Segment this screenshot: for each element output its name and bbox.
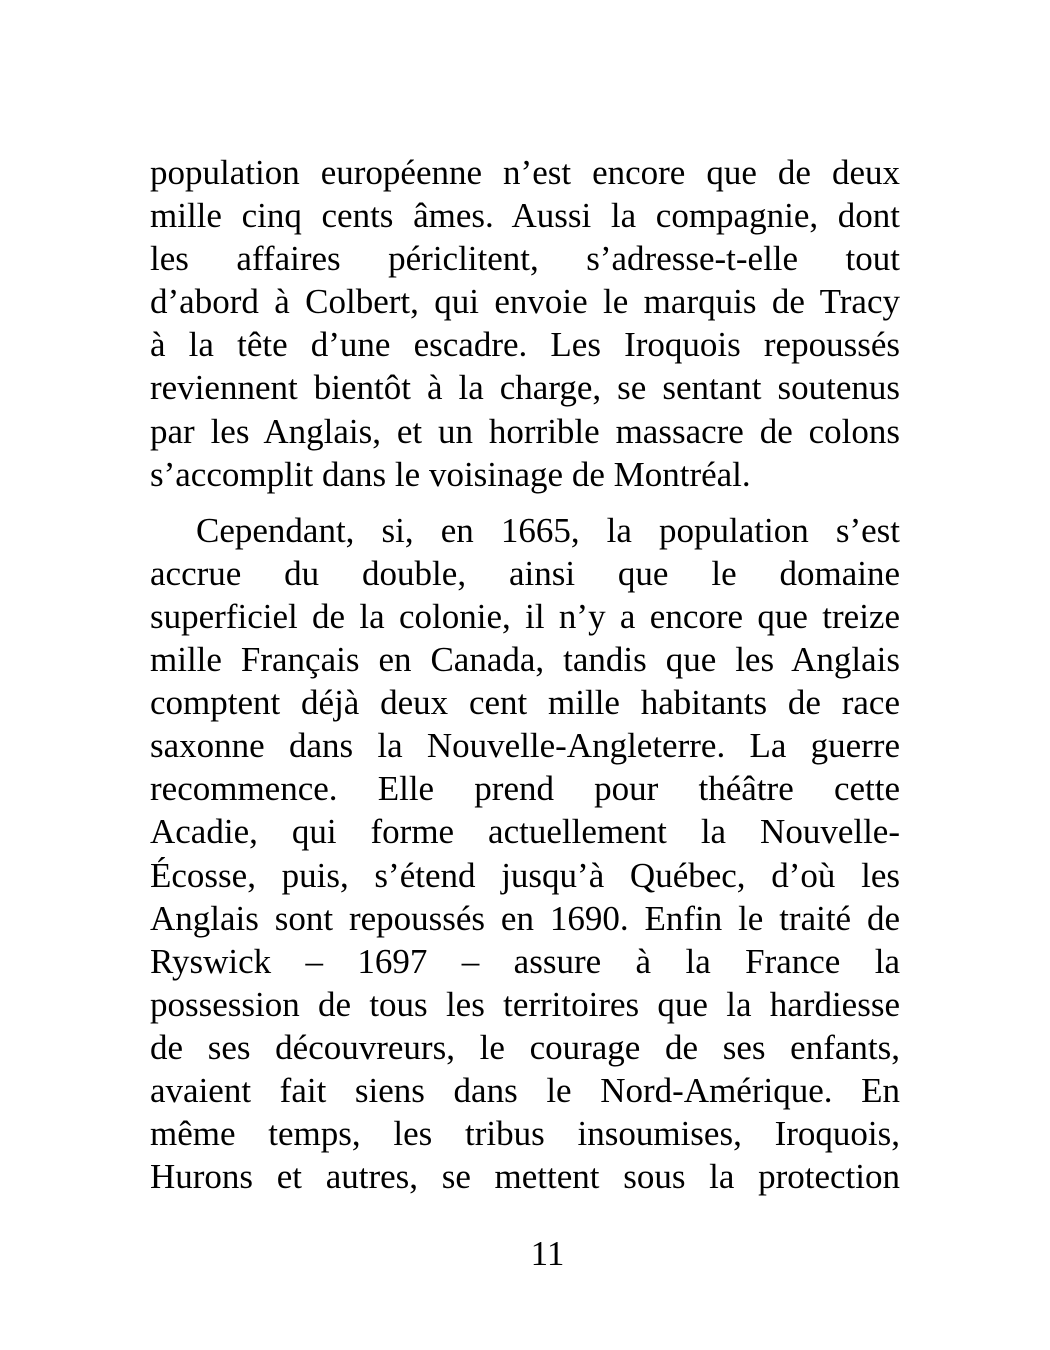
text-line: Cependant, si, en 1665, la population s’est (196, 510, 900, 550)
text-line: saxonne dans la Nouvelle-Angleterre. La guerre (150, 726, 900, 766)
text-line: accrue du double, ainsi que le domaine (150, 553, 900, 593)
text-line: Acadie, qui forme actuellement la Nouvelle- (150, 812, 900, 852)
text-line: avaient fait siens dans le Nord-Amérique. En (150, 1070, 900, 1110)
text-line: Ryswick – 1697 – assure à la France la (150, 941, 900, 981)
text-line: mille cinq cents âmes. Aussi la compagnie, dont (150, 196, 900, 236)
text-line: même temps, les tribus insoumises, Iroquois, (150, 1114, 900, 1154)
text-line: recommence. Elle prend pour théâtre cette (150, 769, 900, 809)
text-line: Anglais sont repoussés en 1690. Enfin le traité de (150, 898, 900, 938)
text-line: de ses découvreurs, le courage de ses enfants, (150, 1027, 900, 1067)
text-line: d’abord à Colbert, qui envoie le marquis de Tracy (150, 282, 900, 322)
text-line: à la tête d’une escadre. Les Iroquois repoussés (150, 325, 900, 365)
text-line: possession de tous les territoires que la hardiesse (150, 984, 900, 1024)
text-line: les affaires périclitent, s’adresse-t-elle tout (150, 239, 900, 279)
text-line: reviennent bientôt à la charge, se sentant soutenus (150, 368, 900, 408)
text-line: par les Anglais, et un horrible massacre de colons (150, 411, 900, 451)
page-body (150, 151, 900, 1198)
paragraph-spacer (150, 496, 900, 509)
text-line: Hurons et autres, se mettent sous la protection (150, 1157, 900, 1197)
text-line: superficiel de la colonie, il n’y a encore que treize (150, 596, 900, 636)
text-line: s’accomplit dans le voisinage de Montréal. (150, 454, 751, 494)
text-line: Écosse, puis, s’étend jusqu’à Québec, d’où les (150, 855, 900, 895)
text-line: mille Français en Canada, tandis que les Anglais (150, 640, 900, 680)
text-line: comptent déjà deux cent mille habitants de race (150, 683, 900, 723)
paragraph-2 (150, 509, 900, 1199)
paragraph-1 (150, 151, 900, 496)
text-line: population européenne n’est encore que de deux (150, 153, 900, 192)
page-number: 11 (530, 1234, 565, 1273)
